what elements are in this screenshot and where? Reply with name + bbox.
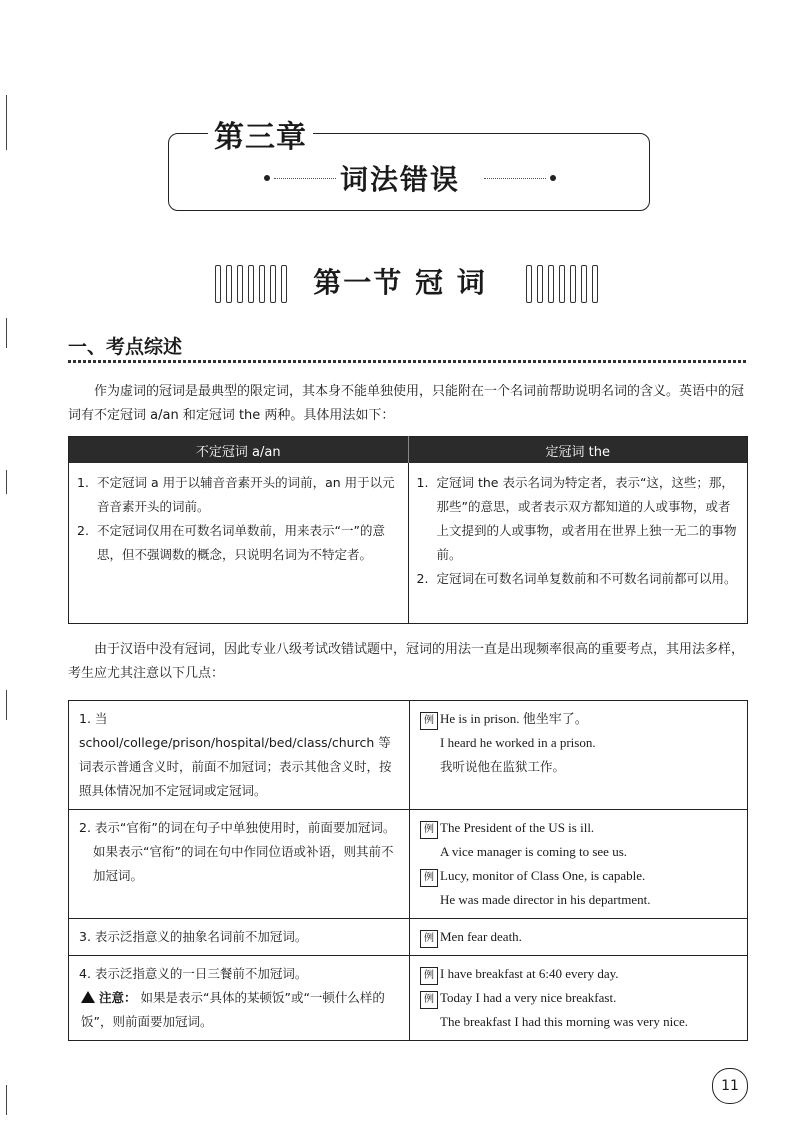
rule-cell: 4. 表示泛指意义的一日三餐前不加冠词。 注意： 如果是表示“具体的某顿饭”或“一顿什么样的饭”，则前面要加冠词。 [69, 956, 410, 1041]
page-edge-mark [6, 95, 7, 150]
page-edge-mark [6, 318, 7, 348]
example-cell: 例 I have breakfast at 6:40 every day. 例 Today I had a very nice breakfast. The breakfast I had this morning was very nice. [410, 956, 748, 1041]
example-mark: 例 [420, 930, 438, 948]
list-item: 2. 定冠词在可数名词单复数前和不可数名词前都可以用。 [416, 571, 737, 586]
table-row [69, 810, 748, 919]
list-item: 2. 不定冠词仅用在可数名词单数前，用来表示“一”的意思，但不强调数的概念，只说明名词为不特定者。 [77, 523, 385, 562]
indefinite-cell [69, 463, 409, 624]
section-ornament-right [526, 265, 598, 303]
page-number: 11 [712, 1068, 748, 1104]
example-cell: 例 He is in prison. 他坐牢了。 I heard he worked in a prison. 我听说他在监狱工作。 [410, 701, 748, 810]
table-row [69, 701, 748, 810]
rule-cell: 3. 表示泛指意义的抽象名词前不加冠词。 [69, 919, 410, 956]
part-heading: 一、考点综述 [68, 336, 183, 358]
table-header-indefinite: 不定冠词 a/an [69, 437, 409, 464]
page-edge-mark [6, 690, 7, 720]
warning-icon [81, 991, 95, 1003]
mid-paragraph: 由于汉语中没有冠词，因此专业八级考试改错试题中，冠词的用法一直是出现频率很高的重要考点，其用法多样，考生应尤其注意以下几点： [68, 642, 745, 681]
table-row [69, 919, 748, 956]
list-item: 1. 定冠词 the 表示名词为特定者，表示“这，这些；那，那些”的意思，或者表示双方都知道的人或事物，或者上文提到的人或事物，或者用在世界上独一无二的事物前。 [416, 475, 737, 562]
example-mark: 例 [420, 967, 438, 985]
ornament-line [484, 178, 546, 179]
table-row [69, 956, 748, 1041]
example-cell: 例 Men fear death. [410, 919, 748, 956]
ornament-dot [550, 175, 556, 181]
list-item: 1. 不定冠词 a 用于以辅音音素开头的词前，an 用于以元音音素开头的词前。 [77, 475, 395, 514]
article-comparison-table [68, 436, 748, 624]
chapter-label: 第三章 [208, 112, 313, 156]
page-edge-mark [6, 470, 7, 494]
intro-paragraph: 作为虚词的冠词是最典型的限定词，其本身不能单独使用，只能附在一个名词前帮助说明名词的含义。英语中的冠词有不定冠词 a/an 和定冠词 the 两种。具体用法如下： [68, 384, 745, 423]
table-header-definite: 定冠词 the [408, 437, 748, 464]
example-mark: 例 [420, 821, 438, 839]
definite-cell [408, 463, 748, 624]
example-mark: 例 [420, 712, 438, 730]
note-label: 注意： [99, 990, 137, 1005]
usage-rules-table [68, 700, 748, 1041]
example-mark: 例 [420, 869, 438, 887]
heading-rule [68, 360, 748, 363]
rule-cell: 2. 表示“官衔”的词在句子中单独使用时，前面要加冠词。 如果表示“官衔”的词在句中作同位语或补语，则其前不加冠词。 [69, 810, 410, 919]
chapter-title: 词法错误 [339, 163, 460, 196]
page-edge-mark [6, 1085, 7, 1115]
example-mark: 例 [420, 991, 438, 1009]
rule-text: 1. 当 school/college/prison/hospital/bed/class/church 等词表示普通含义时，前面不加冠词；表示其他含义时，按照具体情况加不定冠词或定冠词。 [79, 711, 392, 798]
example-cell: 例 The President of the US is ill. A vice manager is coming to see us. 例 Lucy, monitor of Class One, is capable. He was made director in his department. [410, 810, 748, 919]
note-text: 如果是表示“具体的某顿饭”或“一顿什么样的饭”，则前面要加冠词。 [81, 990, 385, 1029]
section-title: 第一节 冠 词 [313, 266, 487, 299]
rule-cell [69, 701, 410, 810]
